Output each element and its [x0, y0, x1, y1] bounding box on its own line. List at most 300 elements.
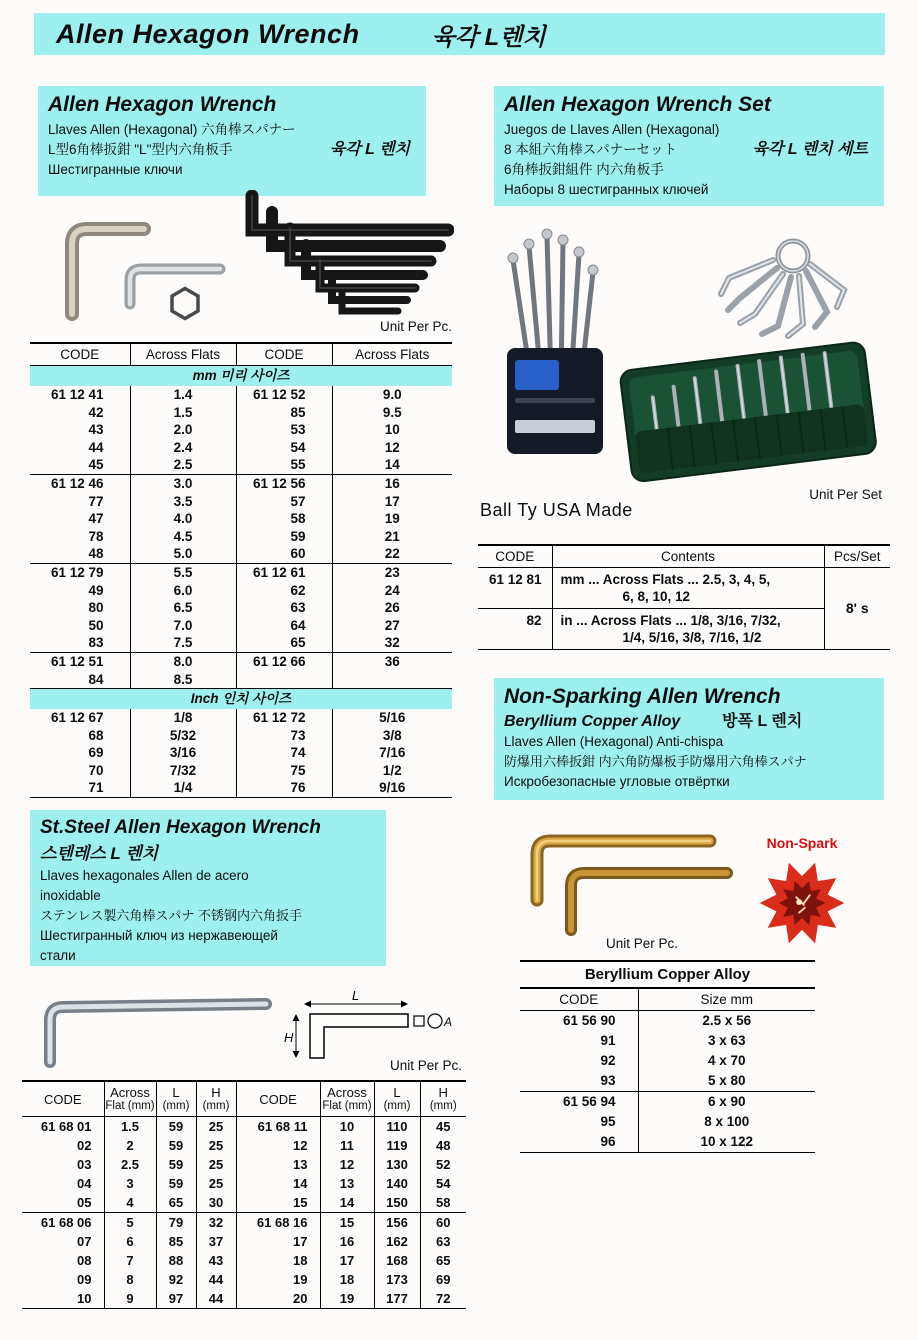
code-cell: 61 12 61: [236, 563, 332, 581]
beryllium-table: [520, 960, 815, 1153]
pcs-per-set-cell: 8' s: [824, 568, 890, 650]
across-flats-cell: 27: [332, 617, 452, 635]
set-title: Allen Hexagon Wrench Set: [504, 93, 771, 116]
code-cell: 83: [30, 634, 130, 652]
dimension-cell: 92: [156, 1270, 196, 1289]
across-flats-cell: 1.5: [130, 404, 236, 422]
steel-size-table: [22, 1080, 466, 1309]
column-header-sub: Flat (mm): [322, 1100, 372, 1112]
code-cell: 78: [88, 528, 104, 544]
code-cell: 61 56 94: [562, 1094, 616, 1109]
dimension-cell: 63: [420, 1232, 466, 1251]
steel-sub4: Шестигранный ключ из нержавеющей: [40, 928, 278, 943]
column-header: CODE: [520, 988, 638, 1011]
column-header-label: H: [211, 1085, 221, 1100]
code-cell: 68: [88, 727, 104, 743]
column-header: [236, 1081, 320, 1117]
dimension-cell: 5: [104, 1213, 156, 1233]
dimension-cell: 25: [196, 1136, 236, 1155]
code-cell: 61 56 90: [562, 1013, 616, 1028]
dimension-cell: 72: [420, 1289, 466, 1309]
dimension-cell: 44: [196, 1289, 236, 1309]
size-row: [30, 779, 452, 797]
size-group: [520, 1011, 815, 1092]
across-flats-cell: 17: [332, 493, 452, 511]
code-cell: 59: [236, 528, 332, 546]
size-row: [520, 1011, 815, 1032]
code-cell: 85: [236, 404, 332, 422]
steel-sub5: стали: [40, 948, 76, 963]
size-row: [22, 1136, 466, 1155]
size-row: [30, 617, 452, 635]
size-band: [30, 366, 452, 387]
column-header-sub: (mm): [162, 1100, 190, 1112]
across-flats-cell: 9.5: [332, 404, 452, 422]
chrome-key-ring-set: [721, 241, 844, 336]
allen-section-header: [38, 86, 426, 196]
set-table-row: [478, 568, 890, 609]
steel-unit-label: Unit Per Pc.: [389, 1058, 462, 1073]
code-cell: 15: [236, 1193, 320, 1213]
dimension-label-a: A: [444, 1015, 452, 1029]
header-row: [478, 545, 890, 568]
non-spark-explosion-icon: [752, 853, 852, 953]
nonspark-title: Non-Sparking Allen Wrench: [504, 685, 781, 708]
across-flats-cell: 16: [332, 474, 452, 492]
dimension-cell: 65: [156, 1193, 196, 1213]
column-header: CODE: [30, 343, 130, 366]
size-row: [22, 1155, 466, 1174]
dimension-cell: 37: [196, 1232, 236, 1251]
dimension-cell: 32: [196, 1213, 236, 1233]
dimension-cell: 25: [196, 1117, 236, 1137]
code-cell: 65: [236, 634, 332, 652]
set-sub2-korean: 육각 L 렌치 세트: [752, 141, 868, 158]
steel-sub2: inoxidable: [40, 888, 101, 903]
dimension-cell: 30: [196, 1193, 236, 1213]
code-cell: 20: [236, 1289, 320, 1309]
size-group: [30, 652, 452, 688]
across-flats-cell: 26: [332, 599, 452, 617]
code-cell: 03: [77, 1157, 92, 1172]
dimension-cell: 173: [374, 1270, 420, 1289]
set-unit-label: Unit Per Set: [809, 487, 882, 502]
nonspark-sub2: Llaves Allen (Hexagonal) Anti-chispa: [504, 734, 724, 749]
code-cell: 82: [478, 609, 552, 650]
size-row: [30, 599, 452, 617]
across-flats-cell: 36: [332, 652, 452, 670]
code-cell: 77: [88, 493, 104, 509]
across-flats-cell: 24: [332, 582, 452, 600]
dimension-cell: 150: [374, 1193, 420, 1213]
size-cell: 3 x 63: [638, 1031, 815, 1051]
size-row: [30, 582, 452, 600]
size-row: [520, 1071, 815, 1092]
allen-title: Allen Hexagon Wrench: [48, 93, 277, 116]
code-cell: 61 12 56: [236, 474, 332, 492]
column-header: CODE: [236, 343, 332, 366]
across-flats-cell: 3/16: [130, 744, 236, 762]
size-row: [30, 727, 452, 745]
code-cell: 61 68 01: [40, 1119, 92, 1134]
code-cell: 54: [236, 439, 332, 457]
code-cell: 61 12 52: [236, 386, 332, 404]
code-cell: 61 68 06: [40, 1215, 92, 1230]
column-header-label: L: [393, 1085, 401, 1100]
code-cell: 76: [236, 779, 332, 797]
code-cell: 14: [236, 1174, 320, 1193]
header-row: [520, 988, 815, 1011]
column-header: [420, 1081, 466, 1117]
dimension-cell: 140: [374, 1174, 420, 1193]
across-flats-cell: 1.4: [130, 386, 236, 404]
size-row: [22, 1174, 466, 1193]
column-header-label: Across: [327, 1085, 367, 1100]
code-cell: 44: [88, 439, 104, 455]
column-header: [196, 1081, 236, 1117]
code-cell: 70: [88, 762, 104, 778]
dimension-cell: 3: [104, 1174, 156, 1193]
dimension-cell: 177: [374, 1289, 420, 1309]
code-cell: 60: [236, 545, 332, 563]
nonspark-section-header: [494, 678, 884, 800]
dimension-cell: 14: [320, 1193, 374, 1213]
size-row: [30, 709, 452, 727]
code-cell: 74: [236, 744, 332, 762]
hex-nut-icon: [172, 289, 198, 319]
dimension-cell: 69: [420, 1270, 466, 1289]
nonspark-unit-label: Unit Per Pc.: [605, 936, 678, 951]
allen-sub2-line: [48, 140, 416, 160]
code-cell: 05: [22, 1193, 104, 1213]
across-flats-cell: 3/8: [332, 727, 452, 745]
dimension-cell: 10: [320, 1117, 374, 1137]
dimension-cell: 6: [104, 1232, 156, 1251]
across-flats-cell: [332, 671, 452, 689]
allen-sub2-korean: 육각 L 렌치: [329, 141, 410, 158]
non-spark-label: Non-Spark: [766, 835, 838, 851]
code-cell: 62: [236, 582, 332, 600]
dimension-cell: 119: [374, 1136, 420, 1155]
dimension-cell: 60: [420, 1213, 466, 1233]
dimension-cell: 7: [104, 1251, 156, 1270]
dimension-label-l: L: [352, 988, 360, 1003]
code-cell: 10: [22, 1289, 104, 1309]
size-cell: 10 x 122: [638, 1132, 815, 1153]
dimension-cell: 19: [320, 1289, 374, 1309]
size-group: [30, 563, 452, 652]
allen-wrenches-photo: [42, 198, 242, 336]
size-row: [30, 762, 452, 780]
contents-cell: [552, 609, 824, 650]
code-cell: 42: [88, 404, 104, 420]
size-band-row: [30, 366, 452, 387]
code-cell: 07: [77, 1234, 92, 1249]
allen-unit-label: Unit Per Pc.: [379, 319, 452, 334]
steel-sub1: Llaves hexagonales Allen de acero: [40, 868, 249, 883]
size-row: [22, 1117, 466, 1137]
dimension-cell: 156: [374, 1213, 420, 1233]
steel-sub3: ステンレス製六角棒スパナ 不锈钢内六角扳手: [40, 908, 302, 923]
column-header: Across Flats: [332, 343, 452, 366]
dimension-cell: 4: [104, 1193, 156, 1213]
code-cell: 17: [236, 1232, 320, 1251]
size-cell: 4 x 70: [638, 1051, 815, 1071]
across-flats-cell: 9.0: [332, 386, 452, 404]
column-header: [104, 1081, 156, 1117]
across-flats-cell: 2.0: [130, 421, 236, 439]
size-row: [30, 545, 452, 563]
pouch-set: [619, 341, 877, 482]
across-flats-cell: 7/16: [332, 744, 452, 762]
dimension-cell: 17: [320, 1251, 374, 1270]
column-header: [320, 1081, 374, 1117]
size-group: [520, 1092, 815, 1153]
code-cell: [236, 671, 332, 689]
dimension-cell: 8: [104, 1270, 156, 1289]
across-flats-cell: 8.5: [130, 671, 236, 689]
code-cell: 61 68 11: [236, 1117, 320, 1137]
size-row: [520, 1031, 815, 1051]
set-sub3: 6角棒扳鉗組件 内六角板手: [504, 162, 664, 177]
ball-holder-set: [507, 229, 603, 454]
column-header-label: CODE: [43, 1091, 82, 1107]
column-header: Size mm: [638, 988, 815, 1011]
contents-line: 1/4, 5/16, 3/8, 7/16, 1/2: [622, 630, 762, 645]
column-header: CODE: [478, 545, 552, 568]
dimension-cell: 12: [320, 1155, 374, 1174]
header-row: [30, 343, 452, 366]
dimension-cell: 59: [156, 1136, 196, 1155]
code-cell: 63: [236, 599, 332, 617]
table-title-row: [520, 961, 815, 988]
set-sub4: Наборы 8 шестигранных ключей: [504, 182, 709, 197]
code-cell: 53: [236, 421, 332, 439]
dimension-cell: 15: [320, 1213, 374, 1233]
size-row: [30, 386, 452, 404]
code-cell: 64: [236, 617, 332, 635]
size-row: [30, 510, 452, 528]
code-cell: 61 12 51: [50, 653, 104, 669]
nonspark-sub1-line: [504, 712, 874, 732]
size-row: [30, 528, 452, 546]
set-sub2-line: [504, 140, 874, 160]
across-flats-cell: 5.5: [130, 563, 236, 581]
size-row: [30, 652, 452, 670]
dimension-cell: 130: [374, 1155, 420, 1174]
steel-title-korean: 스텐레스 L 렌치: [40, 844, 159, 863]
dimension-cell: 97: [156, 1289, 196, 1309]
contents-line: 6, 8, 10, 12: [622, 589, 691, 604]
dimension-cell: 13: [320, 1174, 374, 1193]
size-row: [22, 1289, 466, 1309]
column-header-label: CODE: [259, 1091, 297, 1107]
code-cell: 04: [77, 1176, 92, 1191]
code-cell: 43: [88, 422, 104, 438]
code-cell: 73: [236, 727, 332, 745]
code-cell: 12: [236, 1136, 320, 1155]
across-flats-cell: 3.0: [130, 474, 236, 492]
code-cell: 58: [236, 510, 332, 528]
across-flats-cell: 23: [332, 563, 452, 581]
across-flats-cell: 4.5: [130, 528, 236, 546]
size-row: [22, 1270, 466, 1289]
nonspark-sub4: Искробезопасные угловые отвёртки: [504, 774, 730, 789]
across-flats-cell: 6.0: [130, 582, 236, 600]
size-row: [22, 1213, 466, 1233]
code-cell: 57: [236, 493, 332, 511]
steel-section-header: [30, 810, 386, 966]
code-cell: 61 12 81: [478, 568, 552, 609]
dimension-cell: 25: [196, 1174, 236, 1193]
column-header: [374, 1081, 420, 1117]
dimension-cell: 25: [196, 1155, 236, 1174]
column-header: Pcs/Set: [824, 545, 890, 568]
dimension-cell: 45: [420, 1117, 466, 1137]
steel-title: St.Steel Allen Hexagon Wrench: [40, 817, 321, 838]
column-header-sub: Flat (mm): [105, 1100, 155, 1112]
dimension-cell: 11: [320, 1136, 374, 1155]
dimension-cell: 168: [374, 1251, 420, 1270]
dimension-diagram: [284, 988, 452, 1068]
size-cell: 6 x 90: [638, 1092, 815, 1113]
across-flats-cell: 10: [332, 421, 452, 439]
size-row: [30, 634, 452, 652]
size-band-label: Inch 인치 사이즈: [30, 689, 452, 710]
code-cell: 84: [30, 671, 130, 689]
size-row: [30, 474, 452, 492]
ball-type-note: Ball Ty USA Made: [480, 500, 633, 520]
code-cell: 61 12 67: [50, 710, 104, 726]
size-group: [22, 1213, 466, 1309]
black-hex-key-set-photo: [226, 190, 454, 332]
column-header-label: H: [438, 1085, 448, 1100]
column-header: Across Flats: [130, 343, 236, 366]
dimension-cell: 2: [104, 1136, 156, 1155]
header-row: [22, 1081, 466, 1117]
stainless-wrench-photo: [20, 984, 278, 1068]
copper-wrenches-photo: [505, 812, 740, 940]
set-sub1: Juegos de Llaves Allen (Hexagonal): [504, 122, 720, 137]
size-cell: 5 x 80: [638, 1071, 815, 1092]
dimension-cell: 59: [156, 1117, 196, 1137]
column-header: [156, 1081, 196, 1117]
across-flats-cell: 5.0: [130, 545, 236, 563]
code-cell: 47: [88, 511, 104, 527]
code-cell: 71: [30, 779, 130, 797]
code-cell: 93: [520, 1071, 638, 1092]
dimension-cell: 2.5: [104, 1155, 156, 1174]
beryllium-table-title: Beryllium Copper Alloy: [520, 961, 815, 988]
column-header-sub: (mm): [202, 1100, 230, 1112]
code-cell: 61 12 72: [236, 709, 332, 727]
code-cell: 61 12 46: [50, 475, 104, 491]
code-cell: 50: [88, 617, 104, 633]
set-section-header: [494, 86, 884, 206]
set-sub2: 8 本組六角棒スパナーセット: [504, 142, 677, 157]
size-row: [520, 1112, 815, 1132]
nonspark-sub3: 防爆用六棒扳鉗 内六角防爆板手防爆用六角棒スパナ: [504, 754, 807, 769]
across-flats-cell: 32: [332, 634, 452, 652]
code-cell: 96: [520, 1132, 638, 1153]
contents-line: mm ... Across Flats ... 2.5, 3, 4, 5,: [560, 572, 771, 587]
size-row: [30, 744, 452, 762]
nonspark-sub1-korean: 방폭 L 렌치: [722, 713, 803, 730]
size-cell: 2.5 x 56: [638, 1011, 815, 1032]
contents-cell: [552, 568, 824, 609]
code-cell: 55: [236, 456, 332, 474]
across-flats-cell: 7.5: [130, 634, 236, 652]
allen-sub2: L型6角棒扳鉗 "L"型内六角板手: [48, 142, 233, 157]
across-flats-cell: 3.5: [130, 493, 236, 511]
allen-size-table: [30, 342, 452, 798]
size-band: [30, 689, 452, 710]
dimension-label-h: H: [284, 1030, 294, 1045]
size-row: [30, 563, 452, 581]
code-cell: 49: [88, 582, 104, 598]
dimension-cell: 18: [320, 1270, 374, 1289]
across-flats-cell: 22: [332, 545, 452, 563]
across-flats-cell: 19: [332, 510, 452, 528]
dimension-cell: 16: [320, 1232, 374, 1251]
across-flats-cell: 21: [332, 528, 452, 546]
across-flats-cell: 12: [332, 439, 452, 457]
column-header-label: Across: [110, 1085, 150, 1100]
across-flats-cell: 5/16: [332, 709, 452, 727]
code-cell: 61 12 41: [50, 387, 104, 402]
code-cell: 92: [600, 1053, 616, 1068]
dimension-cell: 52: [420, 1155, 466, 1174]
size-row: [22, 1232, 466, 1251]
code-cell: 69: [88, 745, 104, 761]
code-cell: 13: [236, 1155, 320, 1174]
size-row: [30, 671, 452, 689]
size-group: [30, 386, 452, 474]
dimension-cell: 88: [156, 1251, 196, 1270]
dimension-cell: 44: [196, 1270, 236, 1289]
size-group: [22, 1117, 466, 1213]
nonspark-sub1: Beryllium Copper Alloy: [504, 713, 681, 730]
dimension-cell: 65: [420, 1251, 466, 1270]
size-row: [520, 1132, 815, 1153]
size-row: [30, 421, 452, 439]
size-cell: 8 x 100: [638, 1112, 815, 1132]
wrench-sets-photo: [497, 220, 885, 482]
across-flats-cell: 2.5: [130, 456, 236, 474]
dimension-cell: 59: [156, 1174, 196, 1193]
dimension-cell: 79: [156, 1213, 196, 1233]
contents-line: in ... Across Flats ... 1/8, 3/16, 7/32,: [560, 613, 781, 628]
size-row: [520, 1051, 815, 1071]
page-title: Allen Hexagon Wrench: [56, 18, 360, 49]
allen-sub3: Шестигранные ключи: [48, 162, 183, 177]
code-cell: 09: [77, 1272, 92, 1287]
dimension-cell: 58: [420, 1193, 466, 1213]
page-title-korean: 육각 L렌치: [431, 23, 546, 51]
dimension-cell: 162: [374, 1232, 420, 1251]
code-cell: 91: [600, 1033, 616, 1048]
code-cell: 19: [236, 1270, 320, 1289]
code-cell: 61 12 66: [236, 652, 332, 670]
code-cell: 18: [236, 1251, 320, 1270]
across-flats-cell: 2.4: [130, 439, 236, 457]
across-flats-cell: 5/32: [130, 727, 236, 745]
size-group: [30, 709, 452, 797]
column-header-sub: (mm): [429, 1100, 457, 1112]
dimension-cell: 9: [104, 1289, 156, 1309]
dimension-cell: 85: [156, 1232, 196, 1251]
across-flats-cell: 4.0: [130, 510, 236, 528]
